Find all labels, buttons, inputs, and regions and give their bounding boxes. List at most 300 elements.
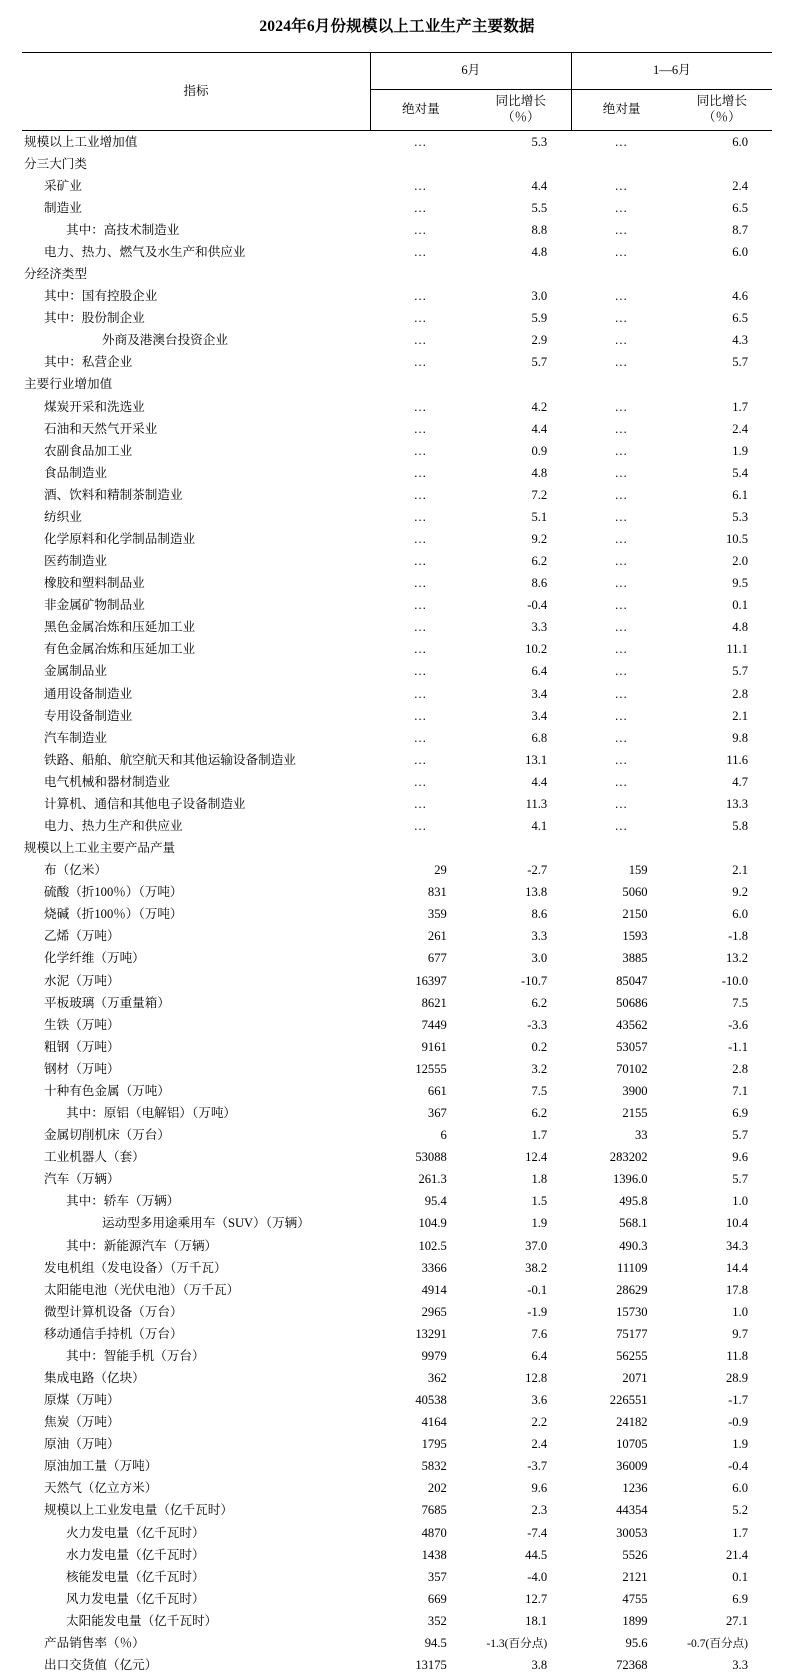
table-row bbox=[22, 860, 772, 882]
row-cumulative-yoy: 6.0 bbox=[732, 1481, 748, 1496]
row-label: 乙烯（万吨） bbox=[44, 929, 120, 944]
row-cumulative-absolute: … bbox=[614, 399, 629, 414]
table-row bbox=[22, 550, 772, 572]
row-cumulative-absolute: … bbox=[614, 598, 629, 613]
row-label: 其中：股份制企业 bbox=[44, 311, 145, 326]
row-month-absolute: 669 bbox=[427, 1591, 447, 1606]
row-cumulative-absolute: … bbox=[614, 554, 629, 569]
row-month-yoy: 9.2 bbox=[531, 532, 548, 546]
row-label: 产品销售率（％） bbox=[44, 1635, 145, 1650]
row-month-yoy: 4.8 bbox=[531, 244, 548, 259]
table-row bbox=[22, 153, 772, 175]
row-cumulative-absolute: 4755 bbox=[622, 1591, 648, 1606]
row-cumulative-yoy: 2.1 bbox=[732, 863, 748, 878]
table-row bbox=[22, 617, 772, 639]
row-cumulative-yoy: -0.4 bbox=[728, 1459, 748, 1474]
row-month-yoy: 3.4 bbox=[531, 686, 548, 701]
row-month-absolute: … bbox=[413, 774, 428, 789]
row-label: 汽车制造业 bbox=[44, 730, 107, 745]
row-month-yoy: -7.4 bbox=[527, 1525, 548, 1540]
table-row bbox=[22, 484, 772, 506]
row-month-yoy: 18.1 bbox=[525, 1613, 548, 1628]
row-month-yoy: 6.2 bbox=[531, 554, 548, 569]
row-cumulative-yoy: 8.7 bbox=[732, 222, 748, 237]
row-cumulative-absolute: … bbox=[614, 465, 629, 480]
row-cumulative-yoy: 1.9 bbox=[732, 1437, 748, 1452]
row-month-absolute: 202 bbox=[427, 1481, 447, 1496]
table-row bbox=[22, 462, 772, 484]
row-month-yoy: 3.3 bbox=[531, 929, 548, 944]
table-row bbox=[22, 1412, 772, 1434]
row-cumulative-absolute: … bbox=[614, 311, 629, 326]
industrial-production-table bbox=[22, 52, 772, 1676]
header-group-month: 6月 bbox=[370, 53, 571, 90]
table-row bbox=[22, 440, 772, 462]
row-cumulative-absolute: 95.6 bbox=[625, 1635, 648, 1650]
row-cumulative-absolute: 2121 bbox=[622, 1569, 648, 1584]
row-label: 金属切削机床（万台） bbox=[44, 1128, 170, 1143]
row-cumulative-absolute: … bbox=[614, 134, 629, 149]
row-month-yoy: 3.8 bbox=[531, 1657, 548, 1672]
row-cumulative-absolute: … bbox=[614, 532, 629, 546]
row-month-absolute: … bbox=[413, 421, 428, 436]
row-cumulative-absolute: 85047 bbox=[616, 973, 648, 988]
table-row bbox=[22, 1169, 772, 1191]
row-cumulative-yoy: 10.5 bbox=[725, 532, 748, 546]
row-cumulative-yoy: 2.8 bbox=[732, 686, 748, 701]
row-month-yoy: 8.8 bbox=[531, 222, 548, 237]
row-month-yoy: 8.6 bbox=[531, 576, 548, 591]
row-month-yoy: 3.0 bbox=[531, 951, 548, 966]
row-label: 平板玻璃（万重量箱） bbox=[44, 995, 170, 1010]
row-cumulative-absolute bbox=[571, 263, 671, 285]
row-label: 纺织业 bbox=[44, 509, 82, 524]
row-cumulative-absolute: 5526 bbox=[622, 1547, 648, 1562]
row-cumulative-absolute: 2150 bbox=[622, 907, 648, 922]
row-cumulative-absolute: 2155 bbox=[622, 1106, 648, 1121]
row-label: 主要行业增加值 bbox=[24, 377, 113, 392]
row-month-yoy: 1.8 bbox=[531, 1172, 548, 1187]
row-month-yoy: 6.2 bbox=[531, 1106, 548, 1121]
table-row bbox=[22, 1654, 772, 1676]
table-row bbox=[22, 1125, 772, 1147]
row-cumulative-absolute: 283202 bbox=[609, 1150, 648, 1165]
row-month-yoy: 3.0 bbox=[531, 289, 548, 304]
table-row bbox=[22, 418, 772, 440]
row-label: 原煤（万吨） bbox=[44, 1393, 120, 1408]
table-row bbox=[22, 683, 772, 705]
row-month-absolute: … bbox=[413, 289, 428, 304]
row-month-yoy: 12.7 bbox=[525, 1591, 548, 1606]
row-cumulative-absolute: 75177 bbox=[616, 1326, 648, 1341]
row-label: 分经济类型 bbox=[24, 267, 87, 282]
row-cumulative-yoy: 9.7 bbox=[732, 1326, 748, 1341]
row-month-yoy: 5.7 bbox=[531, 355, 548, 370]
row-month-yoy: 38.2 bbox=[525, 1260, 548, 1275]
row-cumulative-yoy: 10.4 bbox=[725, 1216, 748, 1231]
row-month-absolute: 7685 bbox=[421, 1503, 447, 1518]
row-cumulative-yoy: 2.4 bbox=[732, 178, 748, 193]
row-cumulative-yoy: 9.8 bbox=[732, 730, 748, 745]
row-cumulative-absolute bbox=[571, 153, 671, 175]
row-month-absolute: … bbox=[413, 554, 428, 569]
row-month-absolute: 261.3 bbox=[418, 1172, 447, 1187]
row-cumulative-absolute: 28629 bbox=[616, 1282, 648, 1297]
row-month-yoy: -3.3 bbox=[527, 1017, 548, 1032]
table-row bbox=[22, 1500, 772, 1522]
table-row bbox=[22, 705, 772, 727]
row-month-yoy: 13.8 bbox=[525, 885, 548, 900]
row-cumulative-absolute: 50686 bbox=[616, 995, 648, 1010]
row-cumulative-yoy: 1.7 bbox=[732, 399, 748, 414]
row-label: 橡胶和塑料制品业 bbox=[44, 576, 145, 591]
row-label: 汽车（万辆） bbox=[44, 1172, 120, 1187]
table-row bbox=[22, 1235, 772, 1257]
table-row bbox=[22, 528, 772, 550]
row-label: 铁路、船舶、航空航天和其他运输设备制造业 bbox=[44, 752, 296, 767]
table-row bbox=[22, 1213, 772, 1235]
row-month-absolute: 1438 bbox=[421, 1547, 447, 1562]
row-month-absolute: … bbox=[413, 664, 428, 679]
row-cumulative-yoy: 13.2 bbox=[725, 951, 748, 966]
row-cumulative-yoy: 0.1 bbox=[732, 598, 748, 613]
row-month-absolute: … bbox=[413, 200, 428, 215]
row-cumulative-absolute: 53057 bbox=[616, 1039, 648, 1054]
row-cumulative-yoy: 9.2 bbox=[732, 885, 748, 900]
table-header-top bbox=[22, 53, 772, 90]
row-month-yoy: -4.0 bbox=[527, 1569, 548, 1584]
table-row bbox=[22, 1434, 772, 1456]
row-month-yoy: 6.4 bbox=[531, 664, 548, 679]
row-label: 风力发电量（亿千瓦时） bbox=[66, 1591, 205, 1606]
table-row bbox=[22, 595, 772, 617]
row-cumulative-yoy: 6.9 bbox=[732, 1591, 748, 1606]
row-label: 分三大门类 bbox=[24, 156, 87, 171]
row-cumulative-yoy: -10.0 bbox=[721, 973, 748, 988]
row-cumulative-yoy: 9.6 bbox=[732, 1150, 748, 1165]
table-row bbox=[22, 948, 772, 970]
row-label: 生铁（万吨） bbox=[44, 1017, 120, 1032]
row-month-yoy: 3.3 bbox=[531, 620, 548, 635]
row-month-absolute bbox=[370, 374, 470, 396]
row-cumulative-yoy: 5.2 bbox=[732, 1503, 748, 1518]
row-label: 通用设备制造业 bbox=[44, 686, 133, 701]
table-row bbox=[22, 1544, 772, 1566]
row-cumulative-absolute: 1593 bbox=[622, 929, 648, 944]
row-month-absolute: 8621 bbox=[421, 995, 447, 1010]
row-label: 烧碱（折100％）（万吨） bbox=[44, 907, 183, 922]
row-month-absolute: 677 bbox=[427, 951, 447, 966]
row-month-yoy: -2.7 bbox=[527, 863, 548, 878]
row-cumulative-yoy: 2.8 bbox=[732, 1061, 748, 1076]
row-month-absolute: … bbox=[413, 222, 428, 237]
row-cumulative-absolute: 70102 bbox=[616, 1061, 648, 1076]
row-cumulative-yoy: -0.9 bbox=[728, 1415, 748, 1430]
row-cumulative-absolute: … bbox=[614, 244, 629, 259]
row-month-yoy: 5.9 bbox=[531, 311, 548, 326]
row-cumulative-yoy: 34.3 bbox=[725, 1238, 748, 1253]
row-cumulative-yoy: 6.0 bbox=[732, 907, 748, 922]
row-cumulative-yoy: 5.7 bbox=[732, 1128, 748, 1143]
row-label: 电力、热力生产和供应业 bbox=[44, 819, 183, 834]
table-row bbox=[22, 396, 772, 418]
row-month-yoy: 37.0 bbox=[525, 1238, 548, 1253]
table-row bbox=[22, 1080, 772, 1102]
row-month-yoy: 1.5 bbox=[531, 1194, 548, 1209]
row-cumulative-yoy: 1.0 bbox=[732, 1194, 748, 1209]
table-row bbox=[22, 1632, 772, 1654]
table-row bbox=[22, 749, 772, 771]
row-label: 水泥（万吨） bbox=[44, 973, 120, 988]
row-label: 粗钢（万吨） bbox=[44, 1039, 120, 1054]
row-cumulative-yoy: 7.5 bbox=[732, 995, 748, 1010]
row-month-absolute: … bbox=[413, 355, 428, 370]
row-label: 微型计算机设备（万台） bbox=[44, 1304, 183, 1319]
row-month-yoy: 4.8 bbox=[531, 465, 548, 480]
table-row bbox=[22, 352, 772, 374]
row-cumulative-yoy: 5.7 bbox=[732, 664, 748, 679]
table-row bbox=[22, 661, 772, 683]
row-cumulative-absolute: … bbox=[614, 222, 629, 237]
row-cumulative-absolute: 43562 bbox=[616, 1017, 648, 1032]
row-cumulative-yoy: 1.7 bbox=[732, 1525, 748, 1540]
table-row bbox=[22, 970, 772, 992]
row-cumulative-absolute: … bbox=[614, 708, 629, 723]
row-month-yoy: 12.8 bbox=[525, 1370, 548, 1385]
row-label: 非金属矿物制品业 bbox=[44, 598, 145, 613]
table-row bbox=[22, 197, 772, 219]
row-month-absolute: 357 bbox=[427, 1569, 447, 1584]
row-month-yoy: 4.2 bbox=[531, 399, 548, 414]
row-month-absolute: 352 bbox=[427, 1613, 447, 1628]
row-month-absolute: 6 bbox=[440, 1128, 447, 1143]
row-label: 出口交货值（亿元） bbox=[44, 1657, 158, 1672]
row-month-yoy: 4.4 bbox=[531, 774, 548, 789]
row-month-yoy: 8.6 bbox=[531, 907, 548, 922]
row-cumulative-yoy: 11.6 bbox=[726, 752, 748, 767]
table-row bbox=[22, 263, 772, 285]
table-row bbox=[22, 1588, 772, 1610]
row-cumulative-absolute: … bbox=[614, 774, 629, 789]
row-cumulative-absolute: … bbox=[614, 576, 629, 591]
row-month-absolute: 13175 bbox=[415, 1657, 447, 1672]
row-month-absolute: 4870 bbox=[421, 1525, 447, 1540]
row-month-absolute: 40538 bbox=[415, 1393, 447, 1408]
table-row bbox=[22, 1522, 772, 1544]
row-month-yoy bbox=[471, 263, 571, 285]
row-cumulative-absolute: 226551 bbox=[609, 1393, 648, 1408]
row-label: 化学纤维（万吨） bbox=[44, 951, 145, 966]
table-row bbox=[22, 1610, 772, 1632]
row-month-yoy: 1.7 bbox=[531, 1128, 548, 1143]
row-label: 火力发电量（亿千瓦时） bbox=[66, 1525, 205, 1540]
row-month-absolute: 2965 bbox=[421, 1304, 447, 1319]
row-label: 化学原料和化学制品制造业 bbox=[44, 532, 196, 546]
row-cumulative-yoy bbox=[672, 153, 772, 175]
row-cumulative-absolute: 5060 bbox=[622, 885, 648, 900]
row-cumulative-yoy: -1.1 bbox=[728, 1039, 748, 1054]
row-month-yoy: 7.6 bbox=[531, 1326, 548, 1341]
header-month-yoy-line2: （％） bbox=[501, 110, 540, 124]
row-label: 水力发电量（亿千瓦时） bbox=[66, 1547, 205, 1562]
row-label: 专用设备制造业 bbox=[44, 708, 133, 723]
row-cumulative-absolute: … bbox=[614, 730, 629, 745]
row-cumulative-yoy: 5.3 bbox=[732, 509, 748, 524]
header-group-cumulative: 1—6月 bbox=[571, 53, 772, 90]
row-month-absolute: … bbox=[413, 642, 428, 657]
row-month-yoy: -0.4 bbox=[527, 598, 548, 613]
row-cumulative-absolute: 44354 bbox=[616, 1503, 648, 1518]
row-cumulative-yoy: 1.9 bbox=[732, 443, 748, 458]
row-month-absolute: … bbox=[413, 311, 428, 326]
row-month-absolute: 104.9 bbox=[418, 1216, 447, 1231]
row-label: 发电机组（发电设备）（万千瓦） bbox=[44, 1260, 227, 1275]
row-label: 医药制造业 bbox=[44, 554, 107, 569]
row-cumulative-yoy: 2.0 bbox=[732, 554, 748, 569]
row-label: 其中：高技术制造业 bbox=[66, 222, 180, 237]
row-month-absolute: 359 bbox=[427, 907, 447, 922]
table-row bbox=[22, 771, 772, 793]
row-cumulative-yoy bbox=[672, 374, 772, 396]
table-row bbox=[22, 241, 772, 263]
row-month-yoy: 7.5 bbox=[531, 1083, 548, 1098]
row-month-absolute: … bbox=[413, 796, 428, 811]
row-label: 其中：轿车（万辆） bbox=[66, 1194, 180, 1209]
row-label: 运动型多用途乘用车（SUV）（万辆） bbox=[102, 1216, 310, 1231]
row-cumulative-absolute: 490.3 bbox=[619, 1238, 648, 1253]
row-cumulative-yoy: 0.1 bbox=[732, 1569, 748, 1584]
row-label: 有色金属冶炼和压延加工业 bbox=[44, 642, 196, 657]
row-cumulative-yoy: 5.7 bbox=[732, 1172, 748, 1187]
table-row bbox=[22, 1389, 772, 1411]
row-month-yoy: 4.4 bbox=[531, 421, 548, 436]
row-cumulative-absolute: 11109 bbox=[617, 1260, 648, 1275]
row-cumulative-yoy: 4.3 bbox=[732, 333, 748, 348]
row-cumulative-absolute: 56255 bbox=[616, 1348, 648, 1363]
table-row bbox=[22, 727, 772, 749]
row-cumulative-absolute: … bbox=[614, 289, 629, 304]
row-month-absolute: 9161 bbox=[421, 1039, 447, 1054]
header-month-yoy-line1: 同比增长 bbox=[495, 94, 546, 109]
row-cumulative-yoy: -1.8 bbox=[728, 929, 748, 944]
row-cumulative-absolute: … bbox=[614, 200, 629, 215]
row-month-yoy: 11.3 bbox=[525, 796, 548, 811]
row-label: 原油加工量（万吨） bbox=[44, 1459, 158, 1474]
row-label: 黑色金属冶炼和压延加工业 bbox=[44, 620, 196, 635]
row-month-absolute: … bbox=[413, 333, 428, 348]
row-cumulative-absolute: 30053 bbox=[616, 1525, 648, 1540]
row-month-yoy: 2.2 bbox=[531, 1415, 548, 1430]
table-row bbox=[22, 1102, 772, 1124]
row-label: 天然气（亿立方米） bbox=[44, 1481, 158, 1496]
row-cumulative-yoy: 3.3 bbox=[732, 1657, 748, 1672]
table-row bbox=[22, 308, 772, 330]
row-cumulative-yoy: 11.8 bbox=[726, 1348, 748, 1363]
row-month-absolute: … bbox=[413, 708, 428, 723]
row-cumulative-yoy bbox=[672, 838, 772, 860]
table-row bbox=[22, 1191, 772, 1213]
table-row bbox=[22, 131, 772, 154]
table-row bbox=[22, 882, 772, 904]
row-cumulative-absolute: 24182 bbox=[616, 1415, 648, 1430]
row-month-yoy: 2.4 bbox=[531, 1437, 548, 1452]
row-month-yoy: 5.3 bbox=[531, 134, 548, 149]
table-row bbox=[22, 1478, 772, 1500]
row-label: 布（亿米） bbox=[44, 863, 107, 878]
row-cumulative-yoy: 5.7 bbox=[732, 355, 748, 370]
row-month-absolute: 4914 bbox=[421, 1282, 447, 1297]
table-row bbox=[22, 1301, 772, 1323]
row-cumulative-absolute: 2071 bbox=[622, 1370, 648, 1385]
row-month-yoy: 6.4 bbox=[531, 1348, 548, 1363]
row-cumulative-absolute: … bbox=[614, 620, 629, 635]
row-cumulative-absolute: 1396.0 bbox=[612, 1172, 648, 1187]
row-month-yoy: 13.1 bbox=[525, 752, 548, 767]
row-month-yoy: -1.3(百分点) bbox=[486, 1636, 548, 1650]
row-label: 焦炭（万吨） bbox=[44, 1415, 120, 1430]
table-row bbox=[22, 330, 772, 352]
row-label: 规模以上工业主要产品产量 bbox=[24, 841, 176, 856]
row-month-absolute: 261 bbox=[427, 929, 447, 944]
row-label: 其中：私营企业 bbox=[44, 355, 133, 370]
row-month-absolute: … bbox=[413, 465, 428, 480]
row-label: 移动通信手持机（万台） bbox=[44, 1326, 183, 1341]
row-cumulative-yoy: 7.1 bbox=[732, 1083, 748, 1098]
row-month-absolute: … bbox=[413, 819, 428, 834]
header-cumulative-yoy-line2: （％） bbox=[702, 110, 741, 124]
row-label: 采矿业 bbox=[44, 178, 82, 193]
row-cumulative-absolute: 15730 bbox=[616, 1304, 648, 1319]
row-cumulative-absolute: … bbox=[614, 178, 629, 193]
row-cumulative-absolute: … bbox=[614, 796, 629, 811]
header-month-absolute: 绝对量 bbox=[370, 90, 470, 131]
row-cumulative-yoy: 2.1 bbox=[732, 708, 748, 723]
row-label: 十种有色金属（万吨） bbox=[44, 1083, 170, 1098]
row-label: 钢材（万吨） bbox=[44, 1061, 120, 1076]
row-month-yoy: 7.2 bbox=[531, 487, 548, 502]
table-row bbox=[22, 374, 772, 396]
row-month-absolute: 102.5 bbox=[418, 1238, 447, 1253]
row-cumulative-absolute: … bbox=[614, 752, 629, 767]
table-row bbox=[22, 219, 772, 241]
row-cumulative-yoy: 6.5 bbox=[732, 200, 748, 215]
header-cumulative-yoy-line1: 同比增长 bbox=[696, 94, 747, 109]
row-cumulative-yoy: 4.7 bbox=[732, 774, 748, 789]
row-cumulative-absolute: 568.1 bbox=[619, 1216, 648, 1231]
row-cumulative-absolute: 36009 bbox=[616, 1459, 648, 1474]
table-row bbox=[22, 1456, 772, 1478]
row-month-yoy: -0.1 bbox=[527, 1282, 548, 1297]
row-cumulative-yoy: 6.0 bbox=[732, 134, 748, 149]
row-month-yoy: 5.1 bbox=[531, 509, 548, 524]
row-label: 煤炭开采和洗选业 bbox=[44, 399, 145, 414]
table-row bbox=[22, 1345, 772, 1367]
row-month-yoy: 4.4 bbox=[531, 178, 548, 193]
row-cumulative-absolute: … bbox=[614, 443, 629, 458]
table-row bbox=[22, 793, 772, 815]
table-row bbox=[22, 815, 772, 837]
row-label: 电气机械和器材制造业 bbox=[44, 774, 170, 789]
row-cumulative-absolute bbox=[571, 374, 671, 396]
row-cumulative-absolute: 72368 bbox=[616, 1657, 648, 1672]
row-month-absolute: … bbox=[413, 134, 428, 149]
row-cumulative-absolute: … bbox=[614, 333, 629, 348]
row-cumulative-yoy: 4.6 bbox=[732, 289, 748, 304]
row-cumulative-absolute: 1899 bbox=[622, 1613, 648, 1628]
row-cumulative-absolute: … bbox=[614, 509, 629, 524]
row-month-yoy: -3.7 bbox=[527, 1459, 548, 1474]
row-month-absolute: 12555 bbox=[415, 1061, 447, 1076]
